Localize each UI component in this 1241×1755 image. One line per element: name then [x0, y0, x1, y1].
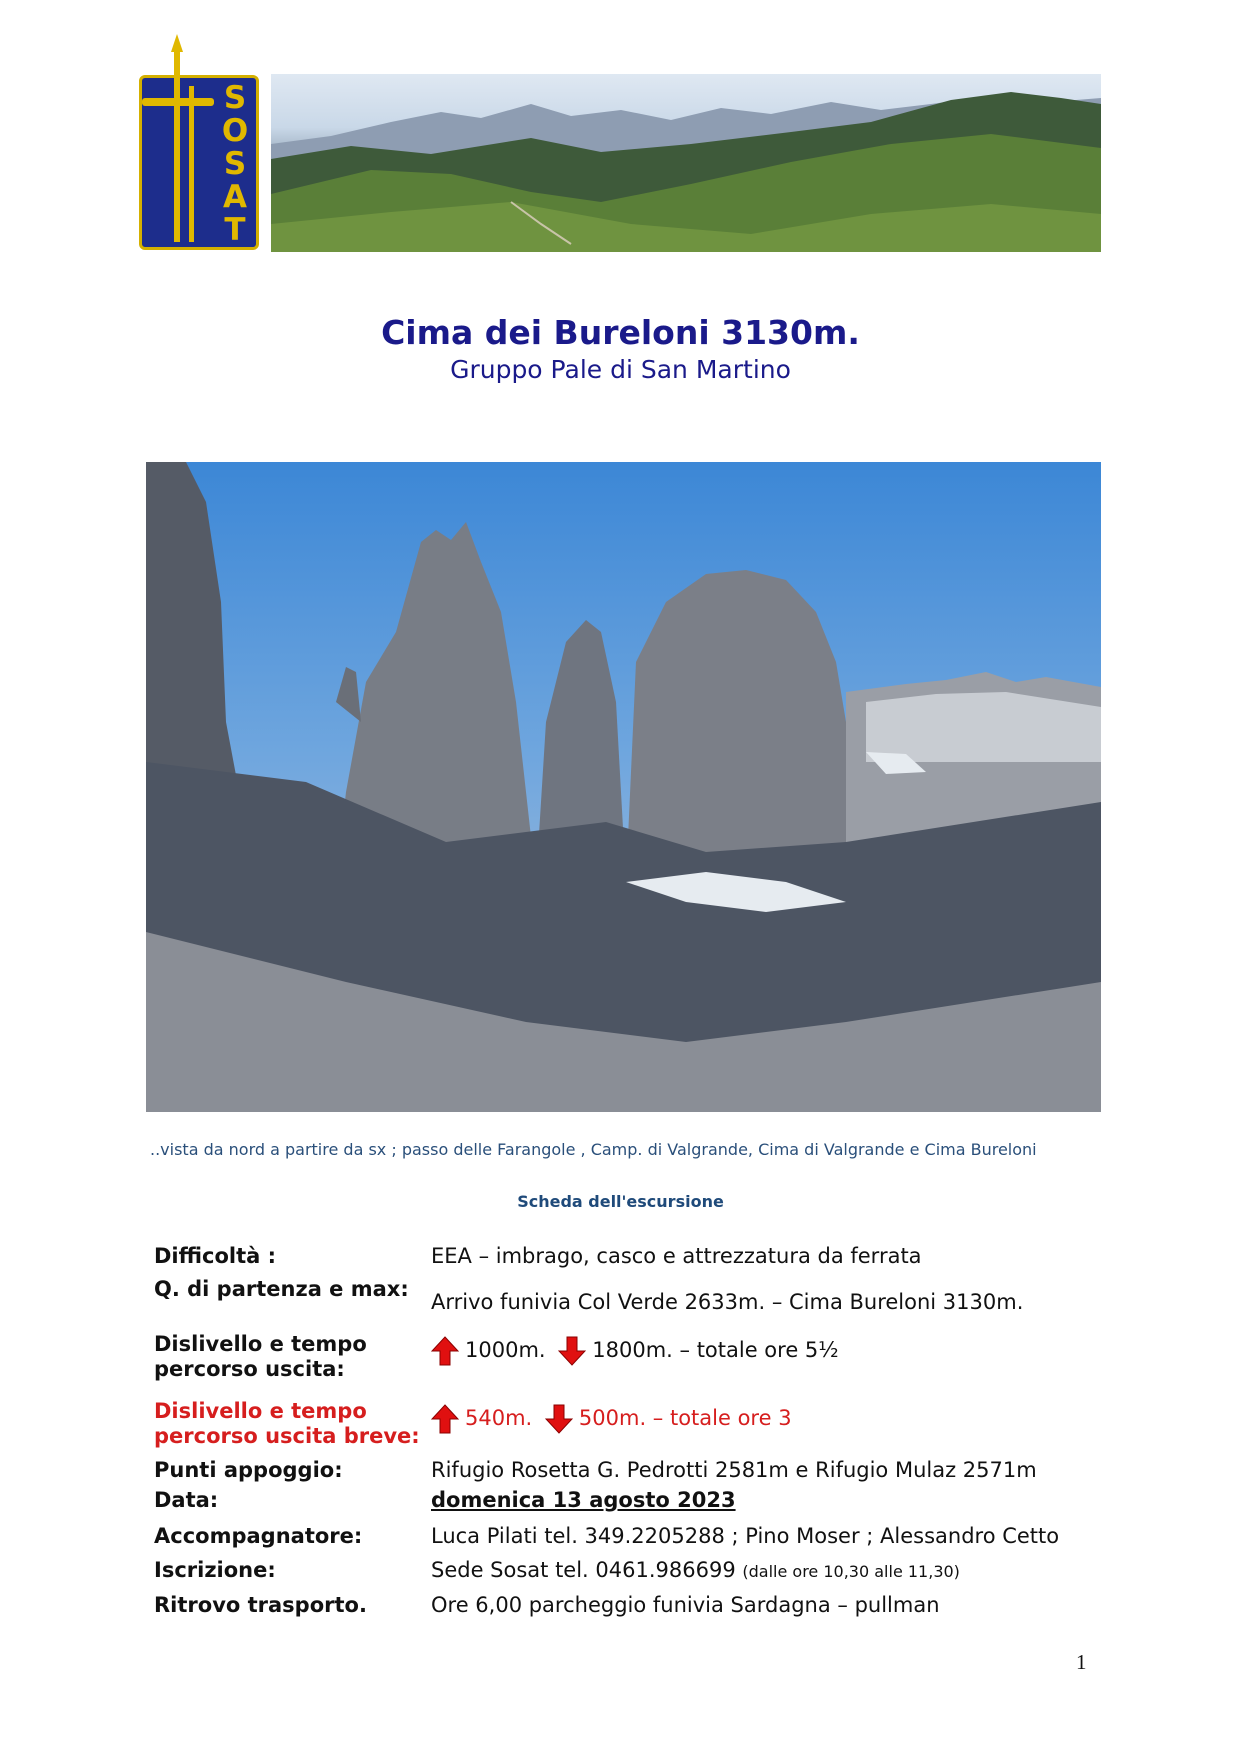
mountain-peaks-graphic	[146, 462, 1101, 1112]
banner-mountains-graphic	[271, 74, 1101, 252]
ice-axe-icon	[174, 50, 180, 242]
appoggio-value: Rifugio Rosetta G. Pedrotti 2581m e Rifugio Mulaz 2571m	[431, 1458, 1037, 1482]
page-number: 1	[1076, 1650, 1087, 1674]
difficolta-value: EEA – imbrago, casco e attrezzatura da ferrata	[431, 1244, 922, 1268]
page-subtitle: Gruppo Pale di San Martino	[450, 355, 791, 384]
page-title: Cima dei Bureloni 3130m.	[381, 313, 860, 352]
accompagnatore-value: Luca Pilati tel. 349.2205288 ; Pino Moser ; Alessandro Cetto	[431, 1524, 1060, 1548]
data-label: Data:	[154, 1488, 219, 1512]
arrow-down-icon	[545, 1404, 573, 1434]
quota-label: Q. di partenza e max:	[154, 1277, 409, 1301]
ritrovo-value: Ore 6,00 parcheggio funivia Sardagna – pullman	[431, 1593, 940, 1617]
dislivello-label: Dislivello e tempo percorso uscita:	[154, 1332, 367, 1381]
logo-letters: S O S A T	[221, 80, 249, 248]
data-value: domenica 13 agosto 2023	[431, 1488, 736, 1512]
breve-up: 540m.	[465, 1406, 533, 1430]
quota-value: Arrivo funivia Col Verde 2633m. – Cima Bureloni 3130m.	[431, 1290, 1024, 1314]
iscrizione-label: Iscrizione:	[154, 1558, 276, 1582]
banner-landscape-image	[271, 74, 1101, 252]
breve-value	[431, 1404, 1111, 1434]
dislivello-up: 1000m.	[465, 1338, 546, 1362]
breve-label: Dislivello e tempo percorso uscita breve:	[154, 1399, 420, 1448]
photo-caption: ..vista da nord a partire da sx ; passo delle Farangole , Camp. di Valgrande, Cima di Valgrande e Cima Bureloni	[150, 1140, 1037, 1159]
iscrizione-note: (dalle ore 10,30 alle 11,30)	[742, 1562, 960, 1581]
mountain-photo	[146, 462, 1101, 1112]
breve-down: 500m. – totale ore 3	[578, 1406, 792, 1430]
accompagnatore-label: Accompagnatore:	[154, 1524, 363, 1548]
iscrizione-value	[431, 1558, 1111, 1584]
appoggio-label: Punti appoggio:	[154, 1458, 343, 1482]
arrow-down-icon	[558, 1336, 586, 1366]
difficolta-label: Difficoltà :	[154, 1244, 277, 1268]
ice-axe-shaft-icon	[189, 86, 194, 242]
dislivello-value	[431, 1336, 1111, 1366]
scheda-title: Scheda dell'escursione	[517, 1192, 724, 1211]
iscrizione-text: Sede Sosat tel. 0461.986699	[431, 1558, 736, 1582]
ritrovo-label: Ritrovo trasporto.	[154, 1593, 367, 1617]
dislivello-down: 1800m. – totale ore 5½	[592, 1338, 839, 1362]
arrow-up-icon	[431, 1336, 459, 1366]
sosat-logo	[139, 75, 259, 250]
arrow-up-icon	[431, 1404, 459, 1434]
ice-axe-head-icon	[142, 98, 214, 106]
